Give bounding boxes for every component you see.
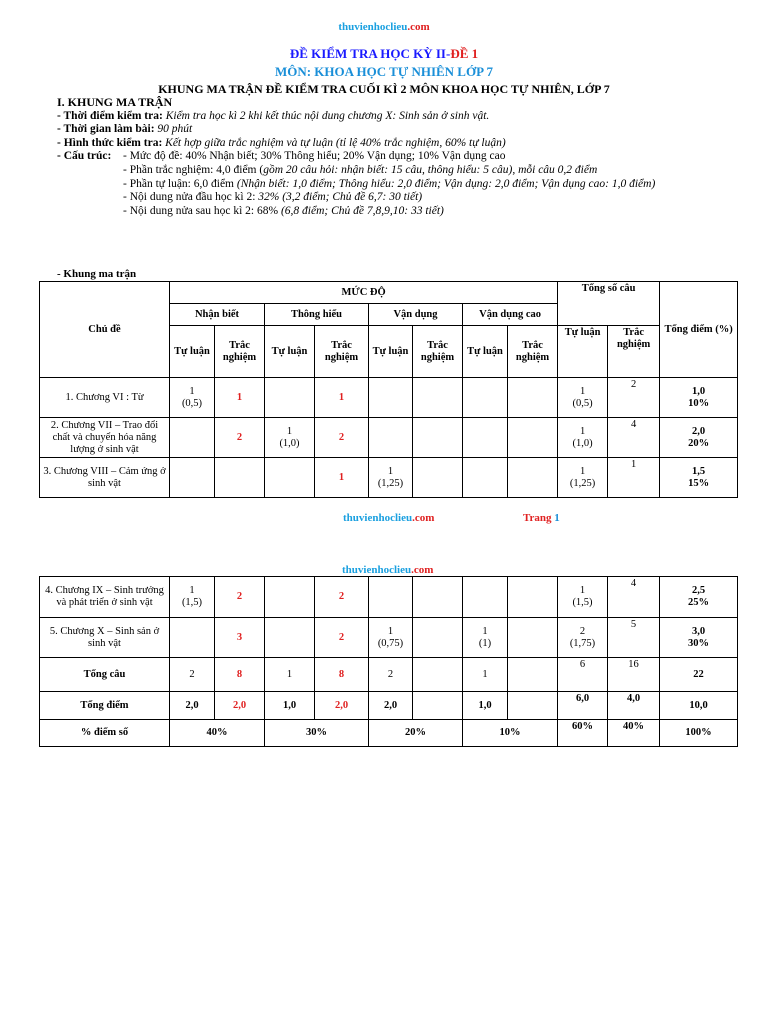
site-name: thuvienhoclieu: [342, 564, 412, 576]
cell: [463, 458, 508, 498]
percent-label: % điểm số: [40, 720, 170, 747]
total-count-label: Tổng câu: [40, 658, 170, 692]
structure-item-4: [123, 191, 422, 203]
cell-text: 1: [286, 425, 293, 437]
cell-text: 10%: [688, 397, 710, 409]
cell: 8: [215, 658, 265, 692]
cell: [315, 618, 369, 658]
cell: 22: [660, 658, 738, 692]
cell: [215, 458, 265, 498]
cell: [215, 378, 265, 418]
cell-text: 2: [338, 591, 345, 602]
cell-text: 2,0: [692, 425, 706, 437]
cell-text: 20%: [688, 437, 710, 449]
exam-time-line: [57, 110, 489, 122]
topic-cell: [40, 618, 170, 658]
cell-text: 1: [579, 585, 586, 596]
structure-item-5-b: (6,8 điểm; Chủ đề 7,8,9,10: 33 tiết): [280, 205, 444, 217]
cell: 6: [558, 658, 608, 692]
cell: [463, 618, 508, 658]
cell: [170, 618, 215, 658]
site-domain: .com: [412, 512, 435, 524]
site-domain: .com: [407, 21, 430, 33]
site-domain: .com: [411, 564, 434, 576]
cell: [413, 418, 463, 458]
site-logo-footer: [343, 512, 434, 524]
cell-text: (1,25): [377, 477, 404, 489]
level-recognition: Nhận biết: [170, 304, 265, 326]
cell-text: (1): [478, 637, 492, 649]
cell: [608, 618, 660, 658]
matrix-table-part1: [39, 281, 738, 498]
cell-text: 2: [338, 431, 345, 443]
table-row: [40, 378, 738, 418]
cell: [369, 378, 413, 418]
cell: 2: [369, 658, 413, 692]
cell-text: 2: [236, 431, 243, 443]
cell-text: (1,5): [572, 597, 593, 608]
cell: [265, 577, 315, 618]
cell: [558, 618, 608, 658]
structure-item-5: [123, 205, 444, 217]
cell: [215, 577, 265, 618]
cell-text: 2: [630, 379, 637, 390]
level-application: Vận dụng: [369, 304, 463, 326]
subheader-essay: Tự luận: [170, 326, 215, 378]
cell-text: 25%: [688, 597, 709, 608]
cell: [558, 378, 608, 418]
cell: 1,0: [265, 692, 315, 720]
duration-value: 90 phút: [157, 123, 193, 135]
cell: [463, 577, 508, 618]
cell: [463, 418, 508, 458]
table-row: [40, 418, 738, 458]
cell: [508, 458, 558, 498]
cell-text: 1: [338, 471, 345, 483]
subheader-essay-total: Tự luận: [558, 326, 608, 378]
cell: [608, 418, 660, 458]
cell-text: 1,0: [692, 385, 706, 397]
form-label: - Hình thức kiểm tra:: [57, 137, 163, 149]
duration-line: [57, 123, 192, 135]
topic-cell: [40, 378, 170, 418]
cell: [413, 378, 463, 418]
structure-item-4-a: - Nội dung nửa đầu học kì 2:: [123, 191, 259, 203]
structure-line: [57, 150, 111, 162]
subheader-mc: Trắc nghiệm: [215, 326, 265, 378]
level-comprehension: Thông hiểu: [265, 304, 369, 326]
percent-row: [40, 720, 738, 747]
structure-item-5-a: - Nội dung nửa sau học kì 2: 68%: [123, 205, 281, 217]
cell: 40%: [170, 720, 265, 747]
cell: [463, 378, 508, 418]
structure-item-3-b: (Nhận biết: 1,0 điểm; Thông hiểu: 2,0 điểm; Vận dụng: 2,0 điểm; Vận dụng cao: 1,0 điểm): [236, 178, 656, 190]
cell-text: 1: [338, 391, 345, 403]
cell-text: (0,5): [181, 397, 203, 409]
cell-text: 5: [630, 619, 637, 630]
cell-text: (1,25): [569, 477, 596, 489]
cell: [660, 378, 738, 418]
exam-title-main: ĐỀ KIỂM TRA HỌC KỲ II-: [289, 46, 451, 61]
cell-text: 1: [189, 585, 195, 596]
cell: [413, 618, 463, 658]
cell-text: 1: [579, 425, 586, 437]
topic-header: Chủ đề: [40, 282, 170, 378]
cell: [315, 577, 369, 618]
total-questions-header: Tổng số câu: [558, 282, 660, 326]
cell: [508, 618, 558, 658]
cell: [369, 458, 413, 498]
topic-cell: [40, 418, 170, 458]
cell: [369, 418, 413, 458]
structure-item-3: [123, 178, 655, 190]
cell: [170, 458, 215, 498]
form-value: Kết hợp giữa trắc nghiệm và tự luận (tỉ lệ 40% trắc nghiệm, 60% tự luận): [165, 137, 506, 149]
structure-item-2-b: gồm 20 câu hỏi: nhận biết: 15 câu, thông hiểu: 5 câu), mỗi câu 0,2 điểm: [263, 164, 598, 176]
cell-text: 2,5: [691, 585, 706, 596]
duration-label: - Thời gian làm bài:: [57, 123, 155, 135]
cell: [608, 378, 660, 418]
structure-label: - Cấu trúc:: [57, 150, 112, 162]
cell: [558, 458, 608, 498]
cell-text: 3: [236, 631, 243, 643]
cell-text: 1. Chương VI : Từ: [65, 391, 144, 403]
cell-text: 1: [387, 465, 394, 477]
cell: [413, 577, 463, 618]
page-num: 1: [554, 512, 560, 524]
cell: [265, 458, 315, 498]
cell: 100%: [660, 720, 738, 747]
exam-title: [0, 46, 768, 62]
subheader-essay: Tự luận: [463, 326, 508, 378]
cell-text: (1,0): [279, 437, 300, 449]
structure-item-1-text: - Mức độ đề: 40% Nhận biết; 30% Thông hiểu; 20% Vận dụng; 10% Vận dụng cao: [123, 150, 506, 162]
cell: 6,0: [558, 692, 608, 720]
cell-text: 1,5: [692, 465, 706, 477]
cell-text: 3,0: [691, 625, 706, 637]
cell: [608, 458, 660, 498]
cell: [413, 658, 463, 692]
matrix-label-text: - Khung ma trận: [57, 268, 137, 280]
site-logo-page2: [342, 564, 433, 576]
level-header: MỨC ĐỘ: [170, 282, 558, 304]
subheader-mc: Trắc nghiệm: [508, 326, 558, 378]
cell: 4,0: [608, 692, 660, 720]
cell-text: 30%: [688, 637, 709, 649]
cell: 16: [608, 658, 660, 692]
cell: [608, 577, 660, 618]
cell: [413, 692, 463, 720]
structure-item-3-a: - Phần tự luận: 6,0 điểm: [123, 178, 237, 190]
cell-text: 4: [630, 578, 637, 589]
cell: [413, 458, 463, 498]
cell: 60%: [558, 720, 608, 747]
cell: [265, 378, 315, 418]
cell-text: 4: [630, 419, 637, 430]
cell: [170, 577, 215, 618]
cell-text: 2: [236, 591, 243, 602]
cell: [660, 618, 738, 658]
cell: [508, 658, 558, 692]
cell-text: 1: [630, 459, 637, 470]
total-score-row: [40, 692, 738, 720]
subheader-mc-total: Trắc nghiệm: [608, 326, 660, 378]
cell-text: 1: [387, 625, 394, 637]
matrix-table-part2: [39, 576, 738, 747]
cell: [660, 577, 738, 618]
cell-text: (1,5): [181, 597, 203, 608]
page-label: Trang: [523, 512, 552, 524]
cell: [558, 577, 608, 618]
cell: 2,0: [215, 692, 265, 720]
subheader-essay: Tự luận: [369, 326, 413, 378]
subject-title: MÔN: KHOA HỌC TỰ NHIÊN LỚP 7: [274, 64, 494, 79]
site-logo-top: [0, 21, 768, 33]
cell-text: 2: [338, 631, 345, 643]
cell-text: 5. Chương X – Sinh sản ở sinh vật: [49, 625, 160, 649]
cell: 2,0: [315, 692, 369, 720]
cell-text: (1,0): [572, 437, 593, 449]
table-row: [40, 458, 738, 498]
cell-text: 2. Chương VII – Trao đổi chất và chuyển hóa năng lượng ở sinh vật: [50, 419, 159, 455]
cell: [369, 618, 413, 658]
cell: [170, 378, 215, 418]
table-row: [40, 618, 738, 658]
cell: 2: [170, 658, 215, 692]
topic-cell: [40, 458, 170, 498]
cell: 10%: [463, 720, 558, 747]
cell: [315, 418, 369, 458]
cell: 30%: [265, 720, 369, 747]
cell-text: 2: [579, 625, 586, 637]
structure-item-4-b: 32% (3,2 điểm; Chủ đề 6,7: 30 tiết): [258, 191, 423, 203]
total-score-header: Tổng điểm (%): [660, 282, 738, 378]
cell: [660, 458, 738, 498]
cell: [215, 418, 265, 458]
cell: [508, 692, 558, 720]
cell: 8: [315, 658, 369, 692]
cell-text: 1: [236, 391, 243, 403]
cell-text: 1: [189, 385, 195, 397]
structure-item-2: [123, 164, 597, 176]
cell-text: 4. Chương IX – Sinh trưởng và phát triển ở sinh vật: [45, 585, 164, 608]
form-line: [57, 137, 506, 149]
cell: 1: [265, 658, 315, 692]
cell: 40%: [608, 720, 660, 747]
cell: [315, 458, 369, 498]
topic-cell: [40, 577, 170, 618]
matrix-title: KHUNG MA TRẬN ĐỀ KIỂM TRA CUỐI KÌ 2 MÔN KHOA HỌC TỰ NHIÊN, LỚP 7: [158, 82, 610, 96]
cell: 10,0: [660, 692, 738, 720]
section-heading: I. KHUNG MA TRẬN: [57, 95, 173, 109]
cell: 1,0: [463, 692, 508, 720]
cell: [369, 577, 413, 618]
structure-item-2-a: - Phần trắc nghiệm: 4,0 điểm (: [123, 164, 264, 176]
cell-text: 3. Chương VIII – Cảm ứng ở sinh vật: [43, 465, 166, 489]
cell: [508, 418, 558, 458]
subheader-mc: Trắc nghiệm: [413, 326, 463, 378]
cell: [315, 378, 369, 418]
level-high-application: Vận dụng cao: [463, 304, 558, 326]
exam-time-label: - Thời điểm kiểm tra:: [57, 110, 163, 122]
site-name: thuvienhoclieu: [343, 512, 413, 524]
total-count-row: [40, 658, 738, 692]
cell: 2,0: [369, 692, 413, 720]
exam-title-number: ĐỀ 1: [450, 46, 479, 61]
subheader-mc: Trắc nghiệm: [315, 326, 369, 378]
cell: 1: [463, 658, 508, 692]
cell: [660, 418, 738, 458]
cell: 20%: [369, 720, 463, 747]
cell: [508, 577, 558, 618]
cell-text: 15%: [688, 477, 710, 489]
cell-text: (0,75): [377, 637, 404, 649]
cell-text: 1: [482, 625, 488, 637]
total-score-label: Tổng điểm: [40, 692, 170, 720]
cell: 2,0: [170, 692, 215, 720]
cell: [265, 618, 315, 658]
cell: [170, 418, 215, 458]
cell-text: 1: [579, 465, 586, 477]
site-name: thuvienhoclieu: [338, 21, 408, 33]
page-number: [523, 512, 560, 524]
table-row: [40, 577, 738, 618]
exam-time-value: Kiểm tra học kì 2 khi kết thúc nội dung chương X: Sinh sản ở sinh vật.: [165, 110, 490, 122]
cell: [215, 618, 265, 658]
cell: [265, 418, 315, 458]
cell: [558, 418, 608, 458]
cell-text: 1: [579, 385, 586, 397]
cell-text: (0,5): [572, 397, 593, 409]
structure-item-1: [123, 150, 505, 162]
matrix-label: [57, 268, 136, 280]
cell-text: (1,75): [569, 637, 596, 649]
cell: [508, 378, 558, 418]
subheader-essay: Tự luận: [265, 326, 315, 378]
